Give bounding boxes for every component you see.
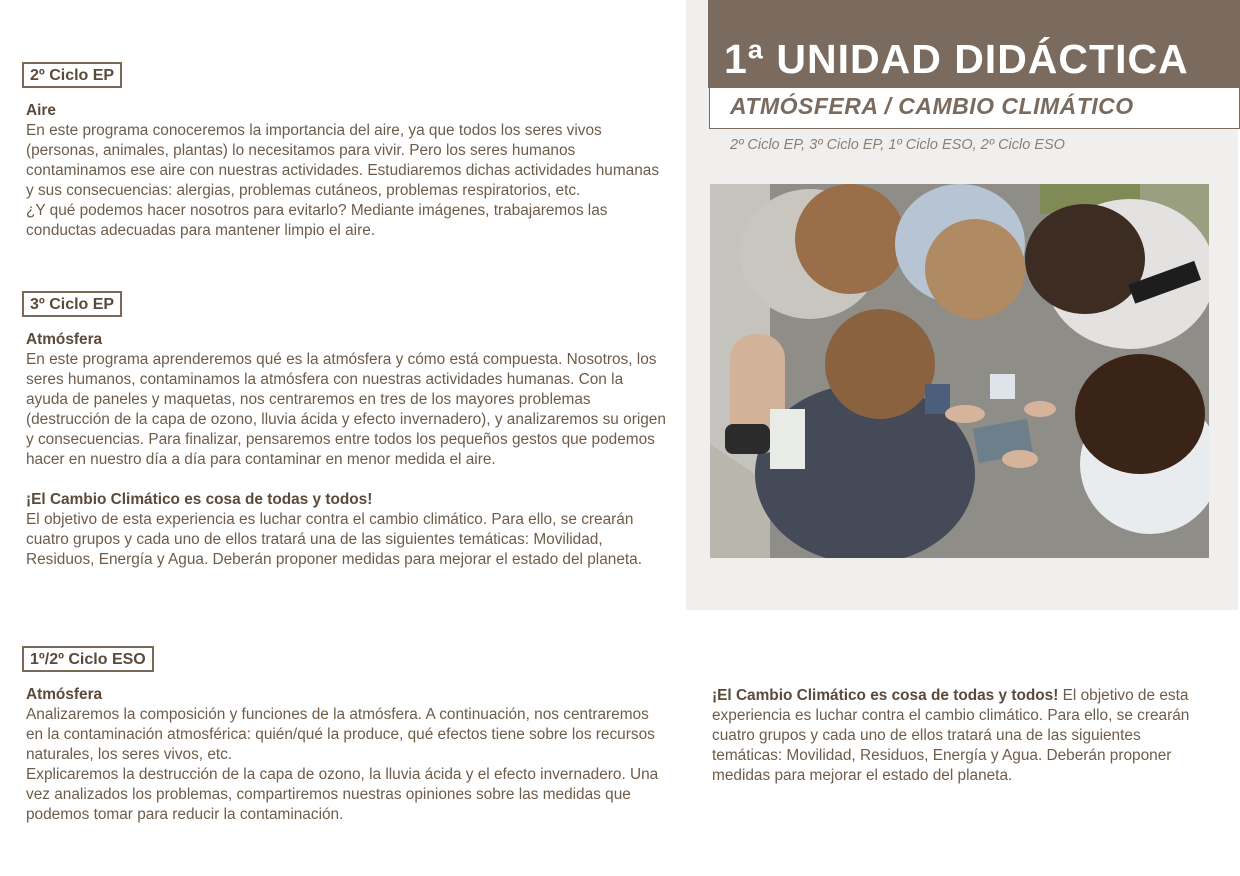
section-label-eso: 1º/2º Ciclo ESO xyxy=(22,646,154,672)
subtitle-bar xyxy=(709,88,1240,129)
right-text-bold: ¡El Cambio Climático es cosa de todas y todos! xyxy=(712,687,1059,704)
section-heading: Atmósfera xyxy=(26,686,103,703)
title-bar xyxy=(708,0,1240,88)
cover-subtitle: ATMÓSFERA / CAMBIO CLIMÁTICO xyxy=(730,93,1134,119)
section-atmosfera-ep xyxy=(26,330,666,570)
section-paragraph: Analizaremos la composición y funciones de la atmósfera. A continuación, nos centraremos en la contaminación atmosférica: quién/qué la produce, qué efectos tiene sobre los recursos naturales, los seres vivos, etc. xyxy=(26,706,655,763)
section-paragraph: En este programa aprenderemos qué es la atmósfera y cómo está compuesta. Nosotros, los seres humanos, contaminamos la atmósfera con nuestras actividades humanas. Con la ayuda de paneles y maquetas, nos centraremos en tres de los mayores problemas (destrucción de la capa de ozono, lluvia ácida y efecto invernadero), y analizaremos su origen y consecuencias. Para finalizar, pensaremos entre todos los pequeños gestos que podemos hacer en nuestro día a día para contaminar en menor medida el aire. xyxy=(26,351,666,468)
section-aire xyxy=(26,101,666,241)
section-label-3-ciclo-ep: 3º Ciclo EP xyxy=(22,291,122,317)
right-text-body: El objetivo de esta experiencia es luchar contra el cambio climático. Para ello, se crearán cuatro grupos y cada uno de ellos tratará una de las siguientes temáticas: Movilidad, Residuos, Energía y Agua. Deberán proponer medidas para mejorar el estado del planeta. xyxy=(712,687,1190,784)
section-heading: Atmósfera xyxy=(26,331,103,348)
children-photo xyxy=(710,184,1209,558)
section-paragraph: Explicaremos la destrucción de la capa de ozono, la lluvia ácida y el efecto invernadero. Una vez analizados los problemas, compartiremos nuestras opiniones sobre las medidas que podemos tomar para reducir la contaminación. xyxy=(26,766,659,823)
right-text-block xyxy=(712,686,1212,786)
section-heading: Aire xyxy=(26,102,56,119)
section-label-2-ciclo-ep: 2º Ciclo EP xyxy=(22,62,122,88)
children-photo-illustration xyxy=(710,184,1209,558)
section-heading-cambio: ¡El Cambio Climático es cosa de todas y todos! xyxy=(26,491,373,508)
section-paragraph: ¿Y qué podemos hacer nosotros para evitarlo? Mediante imágenes, trabajaremos las conductas adecuadas para mantener limpio el aire. xyxy=(26,202,608,239)
section-paragraph: En este programa conoceremos la importancia del aire, ya que todos los seres vivos (personas, animales, plantas) lo necesitamos para vivir. Pero los seres humanos contaminamos ese aire con nuestras actividades. Estudiaremos dichas actividades humanas y sus consecuencias: alergias, problemas cutáneos, problemas respiratorios, etc. xyxy=(26,122,660,199)
cover-levels: 2º Ciclo EP, 3º Ciclo EP, 1º Ciclo ESO, 2º Ciclo ESO xyxy=(730,137,1065,153)
cover-title: 1ª UNIDAD DIDÁCTICA xyxy=(724,36,1189,82)
section-paragraph: El objetivo de esta experiencia es luchar contra el cambio climático. Para ello, se crearán cuatro grupos y cada uno de ellos tratará una de las siguientes temáticas: Movilidad, Residuos, Energía y Agua. Deberán proponer medidas para mejorar el estado del planeta. xyxy=(26,511,643,568)
section-atmosfera-eso xyxy=(26,685,666,825)
